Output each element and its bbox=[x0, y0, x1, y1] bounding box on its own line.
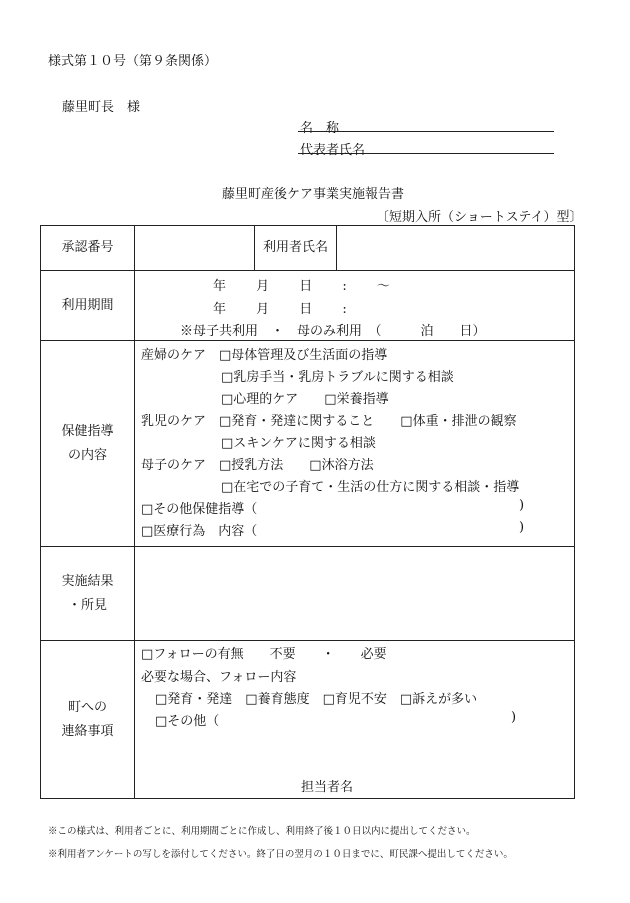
period-end: 年 月 日 : bbox=[213, 302, 347, 317]
addressee: 藤里町長 様 bbox=[62, 100, 141, 115]
result-row bbox=[41, 547, 575, 641]
home-parenting-option[interactable]: □在宅での子育て・生活の仕方に関する相談・指導 bbox=[221, 480, 520, 495]
mother-child-care-line[interactable]: 母子のケア □授乳方法 □沐浴方法 bbox=[141, 458, 374, 473]
result-label: 実施結果 ・所見 bbox=[41, 547, 135, 641]
follow-up-options[interactable]: □発育・発達 □養育態度 □育児不安 □訴えが多い bbox=[155, 692, 478, 707]
document-subtitle: 〔短期入所（ショートステイ）型〕 bbox=[376, 210, 583, 225]
name-underline bbox=[298, 131, 554, 132]
period-label: 利用期間 bbox=[41, 271, 135, 341]
document-title: 藤里町産後ケア事業実施報告書 bbox=[222, 187, 405, 202]
name-label: 名 称 bbox=[300, 121, 340, 136]
health-guidance-field bbox=[135, 341, 575, 547]
user-name-label: 利用者氏名 bbox=[255, 226, 337, 271]
skin-care-option[interactable]: □スキンケアに関する相談 bbox=[221, 436, 376, 451]
infant-care-line[interactable]: 乳児のケア □発育・発達に関すること □体重・排泄の観察 bbox=[141, 414, 517, 429]
other-guidance-close: ) bbox=[519, 498, 525, 513]
contact-field bbox=[135, 641, 575, 799]
mother-care-line: 産婦のケア □母体管理及び生活面の指導 bbox=[141, 348, 388, 363]
result-field[interactable] bbox=[135, 547, 575, 641]
staff-name-label: 担当者名 bbox=[301, 780, 354, 795]
follow-up-detail-label: 必要な場合、フォロー内容 bbox=[141, 670, 297, 685]
medical-act-close: ) bbox=[519, 520, 525, 535]
period-field[interactable] bbox=[135, 271, 575, 341]
representative-underline bbox=[298, 153, 554, 154]
representative-label: 代表者氏名 bbox=[300, 143, 366, 158]
approval-number-field[interactable] bbox=[135, 226, 255, 271]
medical-act-option[interactable]: □医療行為 内容（ bbox=[141, 524, 258, 539]
period-row bbox=[41, 271, 575, 341]
approval-number-label: 承認番号 bbox=[41, 226, 135, 271]
health-row bbox=[41, 341, 575, 547]
form-number: 様式第１０号（第９条関係） bbox=[48, 54, 218, 69]
other-guidance-option[interactable]: □その他保健指導（ bbox=[141, 502, 258, 517]
user-name-field[interactable] bbox=[337, 226, 575, 271]
report-table bbox=[40, 225, 575, 799]
follow-up-other-close: ) bbox=[511, 710, 517, 725]
approval-row bbox=[41, 226, 575, 271]
contact-label: 町への 連絡事項 bbox=[41, 641, 135, 799]
health-guidance-label: 保健指導 の内容 bbox=[41, 341, 135, 547]
note-1: ※この様式は、利用者ごとに、利用期間ごとに作成し、利用終了後１０日以内に提出してください。 bbox=[48, 826, 476, 837]
note-2: ※利用者アンケートの写しを添付してください。終了日の翌月の１０日までに、町民課へ提出してください。 bbox=[48, 849, 513, 860]
period-usage-type: ※母子共利用 ・ 母のみ利用 （ 泊 日） bbox=[180, 324, 486, 339]
follow-up-line[interactable]: □フォローの有無 不要 ・ 必要 bbox=[141, 647, 387, 662]
period-start: 年 月 日 : ～ bbox=[213, 279, 390, 294]
follow-up-other[interactable]: □その他（ bbox=[155, 714, 220, 729]
contact-row bbox=[41, 641, 575, 799]
psych-nutrition-options[interactable]: □心理的ケア □栄養指導 bbox=[221, 392, 389, 407]
breast-care-option[interactable]: □乳房手当・乳房トラブルに関する相談 bbox=[221, 370, 454, 385]
